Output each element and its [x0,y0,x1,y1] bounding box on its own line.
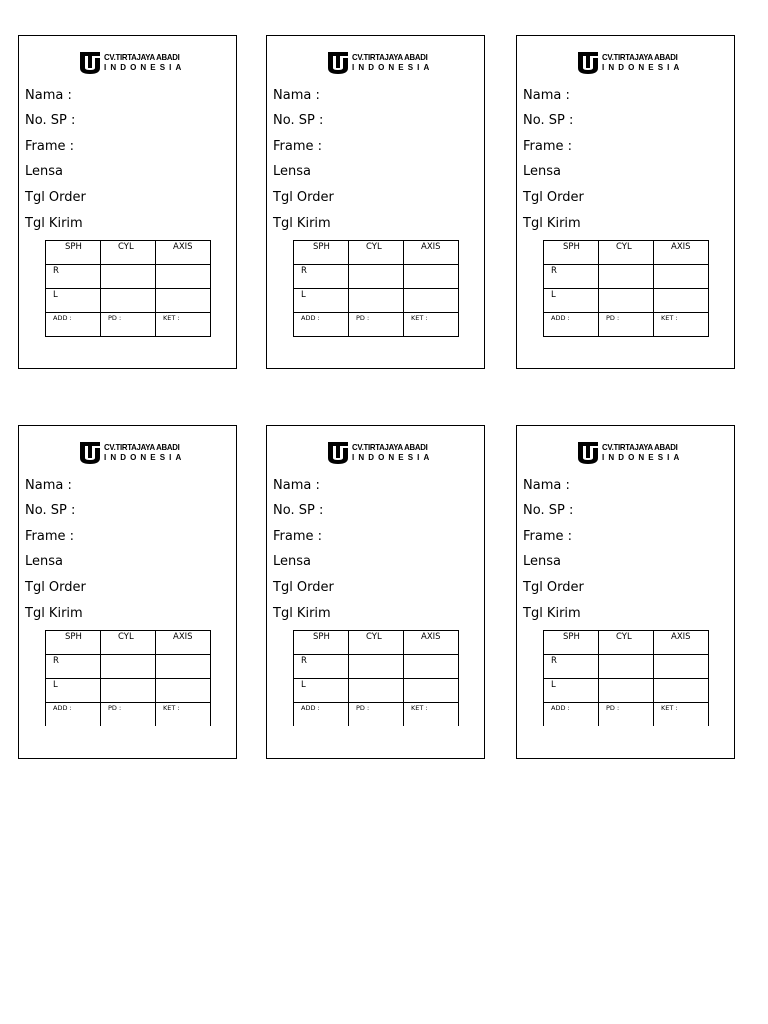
table-footer-row [46,703,211,727]
field-tgl-kirim: Tgl Kirim [523,216,581,231]
field-lensa: Lensa [523,554,561,569]
company-subtitle: INDONESIA [104,63,186,72]
footer-pd: PD : [101,313,156,337]
company-logo [578,51,688,77]
order-label-card [18,425,237,759]
cell-r-axis [404,655,459,679]
field-tgl-kirim: Tgl Kirim [273,216,331,231]
row-label-r: R [46,265,101,289]
cell-l-cyl [599,289,654,313]
header-axis: AXIS [156,241,211,265]
prescription-table [293,240,459,337]
tu-monogram-icon [328,52,348,74]
company-logo [578,441,688,467]
field-nama: Nama : [273,478,320,493]
company-subtitle: INDONESIA [602,63,684,72]
footer-pd: PD : [101,703,156,727]
footer-ket: KET : [156,703,211,727]
prescription-table [45,240,211,337]
table-row-left [46,679,211,703]
company-subtitle: INDONESIA [352,63,434,72]
table-footer-row [294,313,459,337]
table-header-row [294,631,459,655]
field-tgl-order: Tgl Order [25,580,86,595]
header-axis: AXIS [404,241,459,265]
company-subtitle: INDONESIA [602,453,684,462]
order-label-card [516,35,735,369]
cell-l-axis [404,679,459,703]
header-sph: SPH [46,631,101,655]
table-header-row [46,631,211,655]
footer-pd: PD : [349,313,404,337]
table-row-left [544,679,709,703]
table-row-left [46,289,211,313]
table-header-row [544,631,709,655]
table-row-right [544,265,709,289]
header-cyl: CYL [349,631,404,655]
prescription-table [543,630,709,726]
header-cyl: CYL [599,631,654,655]
header-axis: AXIS [654,631,709,655]
table-row-left [294,289,459,313]
cell-r-cyl [599,265,654,289]
table-row-left [294,679,459,703]
header-axis: AXIS [654,241,709,265]
row-label-r: R [544,265,599,289]
table-row-left [544,289,709,313]
order-label-card [18,35,237,369]
header-axis: AXIS [156,631,211,655]
tu-monogram-icon [578,52,598,74]
tu-monogram-icon [578,442,598,464]
header-axis: AXIS [404,631,459,655]
table-footer-row [294,703,459,727]
company-name: CV.TIRTAJAYA ABADI [352,442,428,452]
header-sph: SPH [544,631,599,655]
tu-monogram-icon [80,52,100,74]
field-frame: Frame : [25,139,75,154]
footer-add: ADD : [46,313,101,337]
row-label-l: L [544,679,599,703]
cell-l-axis [156,679,211,703]
cell-l-axis [156,289,211,313]
tu-monogram-icon [328,442,348,464]
field-tgl-kirim: Tgl Kirim [273,606,331,621]
order-label-card [266,35,485,369]
field-tgl-kirim: Tgl Kirim [25,216,83,231]
table-row-right [46,265,211,289]
field-nama: Nama : [523,88,570,103]
header-cyl: CYL [349,241,404,265]
field-frame: Frame : [523,529,573,544]
company-logo [80,441,190,467]
field-tgl-order: Tgl Order [523,190,584,205]
field-tgl-kirim: Tgl Kirim [523,606,581,621]
field-no-sp: No. SP : [25,503,76,518]
company-subtitle: INDONESIA [104,453,186,462]
cell-r-axis [404,265,459,289]
table-row-right [46,655,211,679]
field-tgl-kirim: Tgl Kirim [25,606,83,621]
cell-r-cyl [101,655,156,679]
field-nama: Nama : [25,478,72,493]
row-label-r: R [294,265,349,289]
company-name: CV.TIRTAJAYA ABADI [602,52,678,62]
order-label-card [266,425,485,759]
header-sph: SPH [294,631,349,655]
order-label-card [516,425,735,759]
header-cyl: CYL [101,631,156,655]
field-no-sp: No. SP : [273,503,324,518]
row-label-l: L [294,679,349,703]
cell-r-cyl [599,655,654,679]
cell-r-cyl [349,265,404,289]
header-sph: SPH [544,241,599,265]
company-name: CV.TIRTAJAYA ABADI [352,52,428,62]
cell-r-axis [156,655,211,679]
field-lensa: Lensa [273,164,311,179]
field-frame: Frame : [273,529,323,544]
field-frame: Frame : [273,139,323,154]
table-header-row [46,241,211,265]
table-footer-row [46,313,211,337]
company-logo [328,51,438,77]
footer-ket: KET : [654,313,709,337]
cell-l-cyl [101,679,156,703]
footer-ket: KET : [654,703,709,727]
field-tgl-order: Tgl Order [273,190,334,205]
cell-r-axis [654,265,709,289]
row-label-l: L [46,679,101,703]
row-label-r: R [294,655,349,679]
table-footer-row [544,313,709,337]
prescription-table [543,240,709,337]
company-subtitle: INDONESIA [352,453,434,462]
tu-monogram-icon [80,442,100,464]
company-logo [328,441,438,467]
field-nama: Nama : [523,478,570,493]
company-name: CV.TIRTAJAYA ABADI [104,52,180,62]
field-lensa: Lensa [273,554,311,569]
field-no-sp: No. SP : [25,113,76,128]
footer-pd: PD : [599,703,654,727]
field-tgl-order: Tgl Order [523,580,584,595]
field-no-sp: No. SP : [523,503,574,518]
footer-add: ADD : [294,313,349,337]
footer-pd: PD : [349,703,404,727]
cell-l-axis [654,679,709,703]
row-label-r: R [544,655,599,679]
footer-ket: KET : [404,703,459,727]
table-footer-row [544,703,709,727]
row-label-r: R [46,655,101,679]
field-no-sp: No. SP : [523,113,574,128]
footer-ket: KET : [156,313,211,337]
cell-r-axis [654,655,709,679]
prescription-table [45,630,211,726]
field-nama: Nama : [25,88,72,103]
prescription-table [293,630,459,726]
table-row-right [294,265,459,289]
row-label-l: L [46,289,101,313]
cell-l-axis [404,289,459,313]
cell-l-cyl [101,289,156,313]
cell-r-cyl [101,265,156,289]
footer-add: ADD : [544,313,599,337]
field-lensa: Lensa [25,554,63,569]
field-lensa: Lensa [25,164,63,179]
header-cyl: CYL [599,241,654,265]
table-row-right [544,655,709,679]
field-nama: Nama : [273,88,320,103]
cell-l-cyl [349,289,404,313]
cell-l-cyl [349,679,404,703]
footer-add: ADD : [544,703,599,727]
footer-ket: KET : [404,313,459,337]
company-name: CV.TIRTAJAYA ABADI [104,442,180,452]
field-tgl-order: Tgl Order [25,190,86,205]
table-header-row [544,241,709,265]
field-frame: Frame : [523,139,573,154]
cell-l-axis [654,289,709,313]
row-label-l: L [294,289,349,313]
field-frame: Frame : [25,529,75,544]
field-no-sp: No. SP : [273,113,324,128]
header-sph: SPH [294,241,349,265]
row-label-l: L [544,289,599,313]
company-logo [80,51,190,77]
cell-r-axis [156,265,211,289]
cell-l-cyl [599,679,654,703]
table-header-row [294,241,459,265]
table-row-right [294,655,459,679]
footer-add: ADD : [294,703,349,727]
header-cyl: CYL [101,241,156,265]
field-lensa: Lensa [523,164,561,179]
cell-r-cyl [349,655,404,679]
header-sph: SPH [46,241,101,265]
footer-pd: PD : [599,313,654,337]
company-name: CV.TIRTAJAYA ABADI [602,442,678,452]
field-tgl-order: Tgl Order [273,580,334,595]
footer-add: ADD : [46,703,101,727]
